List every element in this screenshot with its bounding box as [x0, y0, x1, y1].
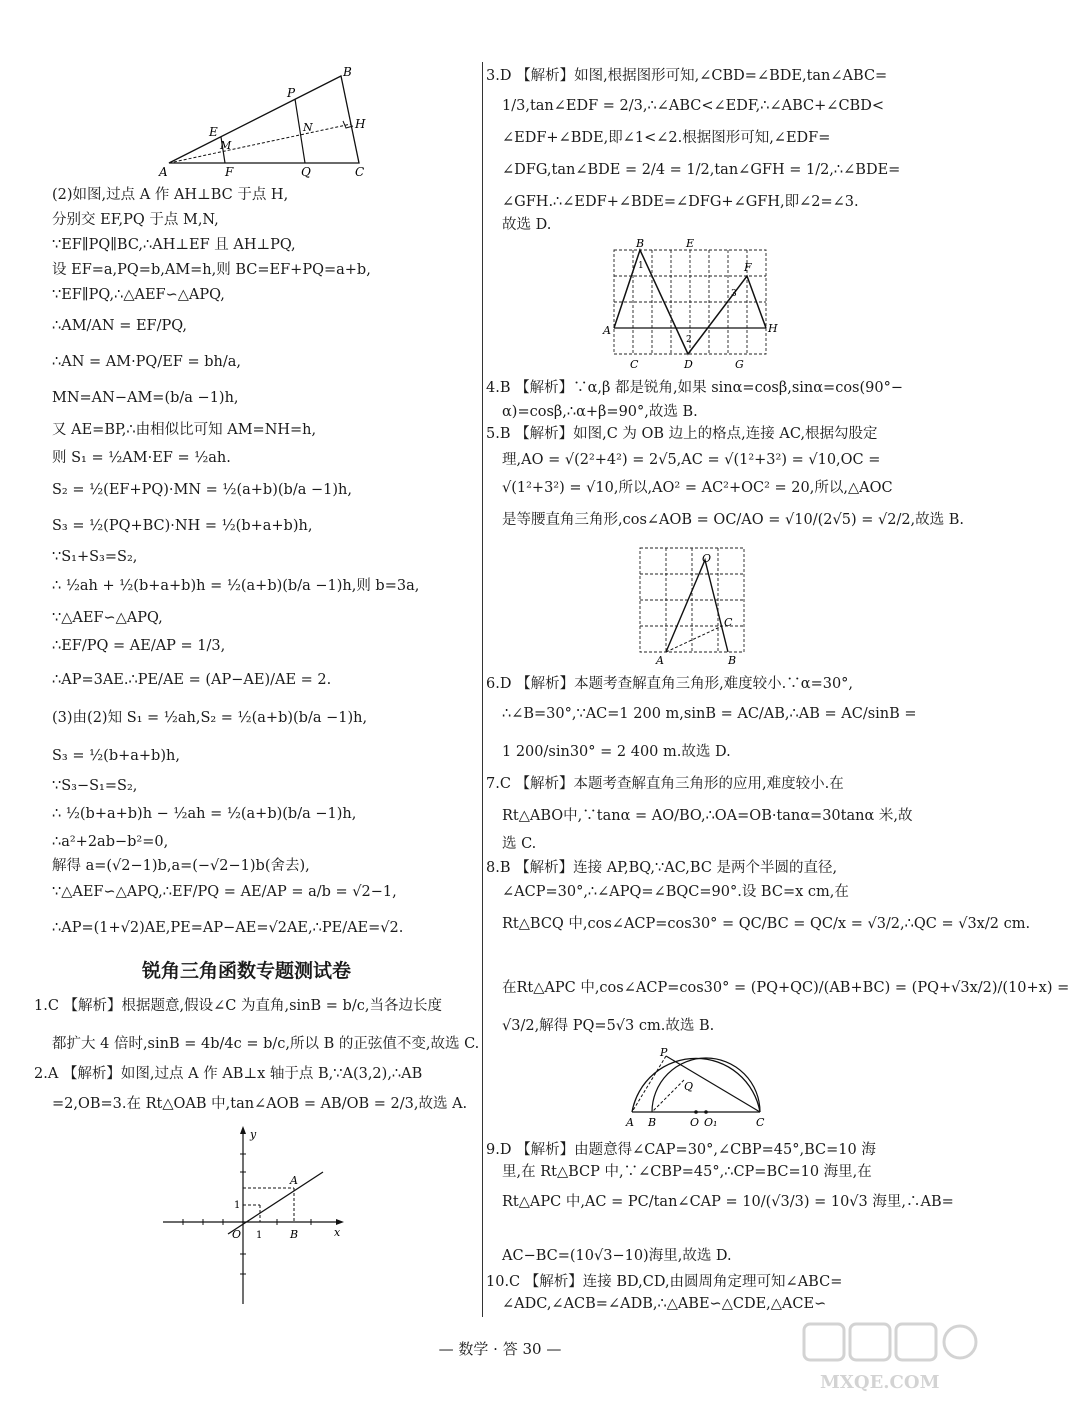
svg-text:A: A	[656, 654, 664, 667]
svg-text:C: C	[630, 358, 639, 371]
section-title: 锐角三角函数专题测试卷	[142, 960, 352, 982]
figure-zigzag-grid	[600, 236, 790, 372]
answer-line: 里,在 Rt△BCP 中,∵∠CBP=45°,∴CP=BC=10 海里,在	[502, 1164, 872, 1180]
answer-line: =2,OB=3.在 Rt△OAB 中,tan∠AOB = AB/OB = 2/3,故选 A.	[52, 1096, 468, 1112]
answer-line: 10.C 【解析】连接 BD,CD,由圆周角定理可知∠ABC=	[486, 1274, 843, 1290]
answer-line: Rt△APC 中,AC = PC/tan∠CAP = 10/(√3/3) = 10√3 海里,∴AB=	[502, 1194, 954, 1210]
answer-line: ∠GFH.∴∠EDF+∠BDE=∠DFG+∠GFH,即∠2=∠3.	[502, 194, 859, 210]
answer-line: 是等腰直角三角形,cos∠AOB = OC/AO = √10/(2√5) = √2/2,故选 B.	[502, 512, 965, 528]
svg-text:1: 1	[256, 1230, 263, 1241]
svg-text:F: F	[225, 165, 234, 179]
svg-text:P: P	[660, 1046, 668, 1059]
svg-text:C: C	[756, 1116, 765, 1129]
text-line: ∴ ½(b+a+b)h − ½ah = ½(a+b)(b/a −1)h,	[52, 806, 357, 822]
text-line: ∴AN = AM·PQ/EF = bh/a,	[52, 354, 241, 370]
text-line: ∴AP=(1+√2)AE,PE=AP−AE=√2AE,∴PE/AE=√2.	[52, 920, 404, 936]
svg-text:D: D	[684, 358, 693, 371]
svg-text:y: y	[250, 1128, 257, 1141]
answer-line: ∠ADC,∠ACB=∠ADB,∴△ABE∽△CDE,△ACE∽	[502, 1296, 827, 1312]
svg-text:O₁: O₁	[704, 1116, 718, 1129]
svg-text:B: B	[343, 65, 352, 79]
text-line: S₃ = ½(b+a+b)h,	[52, 748, 180, 764]
answer-line: ∠ACP=30°,∴∠APQ=∠BQC=90°.设 BC=x cm,在	[502, 884, 849, 900]
answer-line: 1 200/sin30° = 2 400 m.故选 D.	[502, 744, 731, 760]
svg-text:1: 1	[234, 1200, 241, 1211]
figure-triangle-grid	[630, 544, 760, 668]
svg-text:O: O	[702, 552, 712, 565]
answer-line: 2.A 【解析】如图,过点 A 作 AB⊥x 轴于点 B,∵A(3,2),∴AB	[34, 1066, 423, 1082]
svg-text:B: B	[636, 237, 645, 250]
answer-line: ∠EDF+∠BDE,即∠1<∠2.根据图形可知,∠EDF=	[502, 130, 831, 146]
figure-coordinate-axes	[158, 1124, 348, 1310]
text-line: ∵S₁+S₃=S₂,	[52, 549, 138, 565]
svg-text:C: C	[355, 165, 365, 179]
text-line: 设 EF=a,PQ=b,AM=h,则 BC=EF+PQ=a+b,	[52, 262, 371, 278]
svg-text:O: O	[232, 1228, 242, 1241]
text-line: S₂ = ½(EF+PQ)·MN = ½(a+b)(b/a −1)h,	[52, 482, 352, 498]
answer-line: 7.C 【解析】本题考查解直角三角形的应用,难度较小.在	[486, 776, 844, 792]
answer-line: 8.B 【解析】连接 AP,BQ,∵AC,BC 是两个半圆的直径,	[486, 860, 838, 876]
text-line: (2)如图,过点 A 作 AH⊥BC 于点 H,	[52, 187, 289, 203]
svg-text:P: P	[287, 86, 296, 100]
answer-line: 选 C.	[502, 836, 537, 852]
svg-text:M: M	[220, 139, 232, 152]
svg-text:O: O	[690, 1116, 700, 1129]
text-line: 分别交 EF,PQ 于点 M,N,	[52, 212, 219, 228]
svg-text:B: B	[290, 1228, 299, 1241]
answer-line: Rt△BCQ 中,cos∠ACP=cos30° = QC/BC = QC/x = √3/2,∴QC = √3x/2 cm.	[502, 916, 1031, 932]
svg-text:B: B	[728, 654, 737, 667]
column-divider	[482, 62, 483, 1317]
text-line: 又 AE=BP,∴由相似比可知 AM=NH=h,	[52, 422, 317, 438]
figure-semicircles	[622, 1046, 772, 1132]
svg-text:1: 1	[638, 261, 644, 271]
answer-line: 3.D 【解析】如图,根据图形可知,∠CBD=∠BDE,tan∠ABC=	[486, 68, 888, 84]
text-line: ∵EF∥PQ,∴△AEF∽△APQ,	[52, 287, 225, 303]
svg-text:3: 3	[731, 289, 737, 299]
svg-text:A: A	[290, 1174, 298, 1187]
text-line: MN=AN−AM=(b/a −1)h,	[52, 390, 239, 406]
svg-text:E: E	[209, 125, 218, 139]
svg-text:G: G	[735, 358, 744, 371]
svg-text:F: F	[744, 261, 752, 274]
svg-text:H: H	[355, 117, 366, 131]
page-footer: — 数学 · 答 30 —	[438, 1340, 562, 1358]
svg-text:E: E	[686, 237, 695, 250]
answer-line: √3/2,解得 PQ=5√3 cm.故选 B.	[502, 1018, 715, 1034]
text-line: 则 S₁ = ½AM·EF = ½ah.	[52, 450, 231, 466]
answer-line: α)=cosβ,∴α+β=90°,故选 B.	[502, 404, 698, 420]
answer-line: 1.C 【解析】根据题意,假设∠C 为直角,sinB = b/c,当各边长度	[34, 998, 442, 1014]
text-line: ∴ ½ah + ½(b+a+b)h = ½(a+b)(b/a −1)h,则 b=3a,	[52, 578, 420, 594]
svg-text:Q: Q	[684, 1080, 694, 1093]
answer-line: 4.B 【解析】∵α,β 都是锐角,如果 sinα=cosβ,sinα=cos(90°−	[486, 380, 904, 396]
svg-text:Q: Q	[301, 165, 311, 179]
svg-text:N: N	[303, 121, 313, 134]
svg-text:C: C	[724, 616, 733, 629]
answer-line: 故选 D.	[502, 217, 552, 233]
answer-line: ∴∠B=30°,∵AC=1 200 m,sinB = AC/AB,∴AB = AC/sinB =	[502, 706, 917, 722]
answer-line: √(1²+3²) = √10,所以,AO² = AC²+OC² = 20,所以,△AOC	[502, 480, 893, 496]
answer-line: 5.B 【解析】如图,C 为 OB 边上的格点,连接 AC,根据勾股定	[486, 426, 878, 442]
answer-line: 1/3,tan∠EDF = 2/3,∴∠ABC<∠EDF,∴∠ABC+∠CBD<	[502, 98, 884, 114]
svg-text:x: x	[334, 1226, 341, 1239]
text-line: ∴AM/AN = EF/PQ,	[52, 318, 188, 334]
svg-text:B: B	[648, 1116, 657, 1129]
text-line: (3)由(2)知 S₁ = ½ah,S₂ = ½(a+b)(b/a −1)h,	[52, 710, 368, 726]
answer-line: AC−BC=(10√3−10)海里,故选 D.	[502, 1248, 732, 1264]
text-line: ∴EF/PQ = AE/AP = 1/3,	[52, 638, 226, 654]
answer-line: 在Rt△APC 中,cos∠ACP=cos30° = (PQ+QC)/(AB+BC) = (PQ+√3x/2)/(10+x) =	[502, 980, 1069, 996]
text-line: ∵△AEF∽△APQ,	[52, 610, 163, 626]
text-line: ∴AP=3AE.∴PE/AE = (AP−AE)/AE = 2.	[52, 672, 332, 688]
text-line: ∵EF∥PQ∥BC,∴AH⊥EF 且 AH⊥PQ,	[52, 237, 296, 253]
text-line: 解得 a=(√2−1)b,a=(−√2−1)b(舍去),	[52, 858, 310, 874]
svg-text:A: A	[159, 165, 168, 179]
answer-line: 9.D 【解析】由题意得∠CAP=30°,∠CBP=45°,BC=10 海	[486, 1142, 876, 1158]
answer-line: Rt△ABO中,∵tanα = AO/BO,∴OA=OB·tanα=30tanα 米,故	[502, 808, 913, 824]
figure-triangle-abc	[155, 66, 380, 181]
text-line: ∵△AEF∽△APQ,∴EF/PQ = AE/AP = a/b = √2−1,	[52, 884, 397, 900]
text-line: S₃ = ½(PQ+BC)·NH = ½(b+a+b)h,	[52, 518, 313, 534]
svg-text:H: H	[768, 322, 778, 335]
answer-line: 6.D 【解析】本题考查解直角三角形,难度较小.∵α=30°,	[486, 676, 854, 692]
svg-text:MXQE.COM: MXQE.COM	[820, 1372, 940, 1393]
text-line: ∵S₃−S₁=S₂,	[52, 778, 138, 794]
answer-line: 都扩大 4 倍时,sinB = 4b/4c = b/c,所以 B 的正弦值不变,故选 C.	[52, 1036, 480, 1052]
svg-text:2: 2	[686, 335, 692, 345]
svg-text:A: A	[626, 1116, 634, 1129]
answer-line: ∠DFG,tan∠BDE = 2/4 = 1/2,tan∠GFH = 1/2,∴∠BDE=	[502, 162, 901, 178]
watermark-logo	[800, 1320, 980, 1394]
text-line: ∴a²+2ab−b²=0,	[52, 834, 169, 850]
answer-line: 理,AO = √(2²+4²) = 2√5,AC = √(1²+3²) = √10,OC =	[502, 452, 881, 468]
svg-text:A: A	[603, 324, 611, 337]
